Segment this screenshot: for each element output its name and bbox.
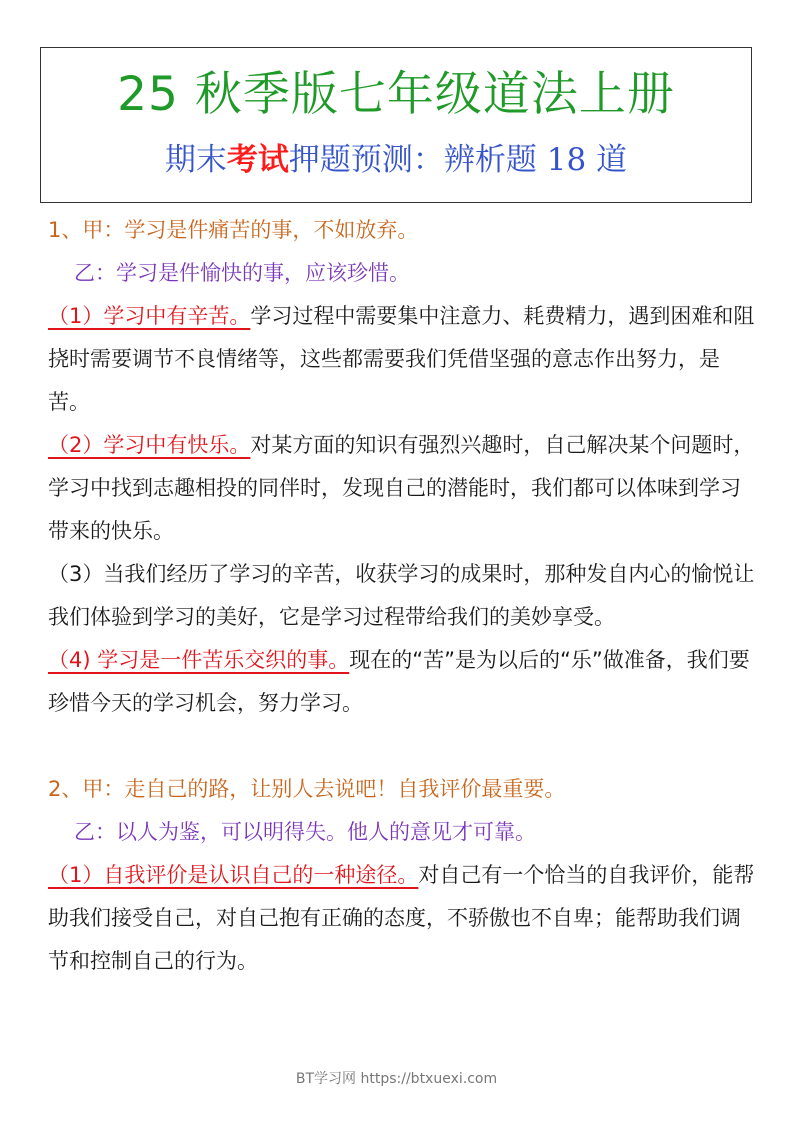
footer-watermark: BT学习网 https://btxuexi.com — [295, 1071, 498, 1087]
subtitle-part1: 期末 — [164, 142, 227, 178]
question-1-point-3: （3）当我们经历了学习的辛苦，收获学习的成果时，那种发自内心的愉悦让我们体验到学习的美好，它是学习过程带给我们的美妙享受。 — [48, 562, 755, 629]
point-heading: （2）学习中有快乐。 — [48, 433, 251, 457]
question-1-point-1 — [48, 295, 760, 424]
point-body: 现在的“苦”是为以后的“乐”做准备，我们要珍惜今天的学习机会，努力学习。 — [48, 648, 750, 715]
subtitle-emphasis: 考试 — [226, 142, 289, 178]
page-title: 25 秋季版七年级道法上册 — [117, 67, 675, 122]
question-1-point-4 — [48, 639, 760, 725]
point-heading: （1）自我评价是认识自己的一种途径。 — [48, 863, 419, 887]
point-heading: （4) 学习是一件苦乐交织的事。 — [48, 648, 350, 672]
point-body: 对某方面的知识有强烈兴趣时，自己解决某个问题时，学习中找到志趣相投的同伴时，发现自己的潜能时，我们都可以体味到学习带来的快乐。 — [48, 433, 755, 543]
document-body — [48, 209, 760, 983]
title-box — [40, 47, 752, 203]
question-2-statement-b: 乙：以人为鉴，可以明得失。他人的意见才可靠。 — [74, 820, 536, 844]
page-subtitle — [41, 138, 751, 182]
point-body: 对自己有一个恰当的自我评价，能帮助我们接受自己，对自己抱有正确的态度，不骄傲也不自卑；能帮助我们调节和控制自己的行为。 — [48, 863, 755, 973]
spacer — [48, 725, 760, 768]
question-1-statement-a: 1、甲：学习是件痛苦的事，不如放弃。 — [48, 218, 419, 242]
subtitle-part2: 押题预测：辨析题 18 道 — [288, 142, 628, 178]
question-1-statement-b: 乙：学习是件愉快的事，应该珍惜。 — [74, 261, 410, 285]
question-2-point-1 — [48, 854, 760, 983]
point-heading: （1）学习中有辛苦。 — [48, 304, 251, 328]
question-1-point-2 — [48, 424, 760, 553]
point-body: 学习过程中需要集中注意力、耗费精力，遇到困难和阻挠时需要调节不良情绪等，这些都需要我们凭借坚强的意志作出努力，是苦。 — [48, 304, 755, 414]
question-2-statement-a: 2、甲：走自己的路，让别人去说吧！自我评价最重要。 — [48, 777, 566, 801]
